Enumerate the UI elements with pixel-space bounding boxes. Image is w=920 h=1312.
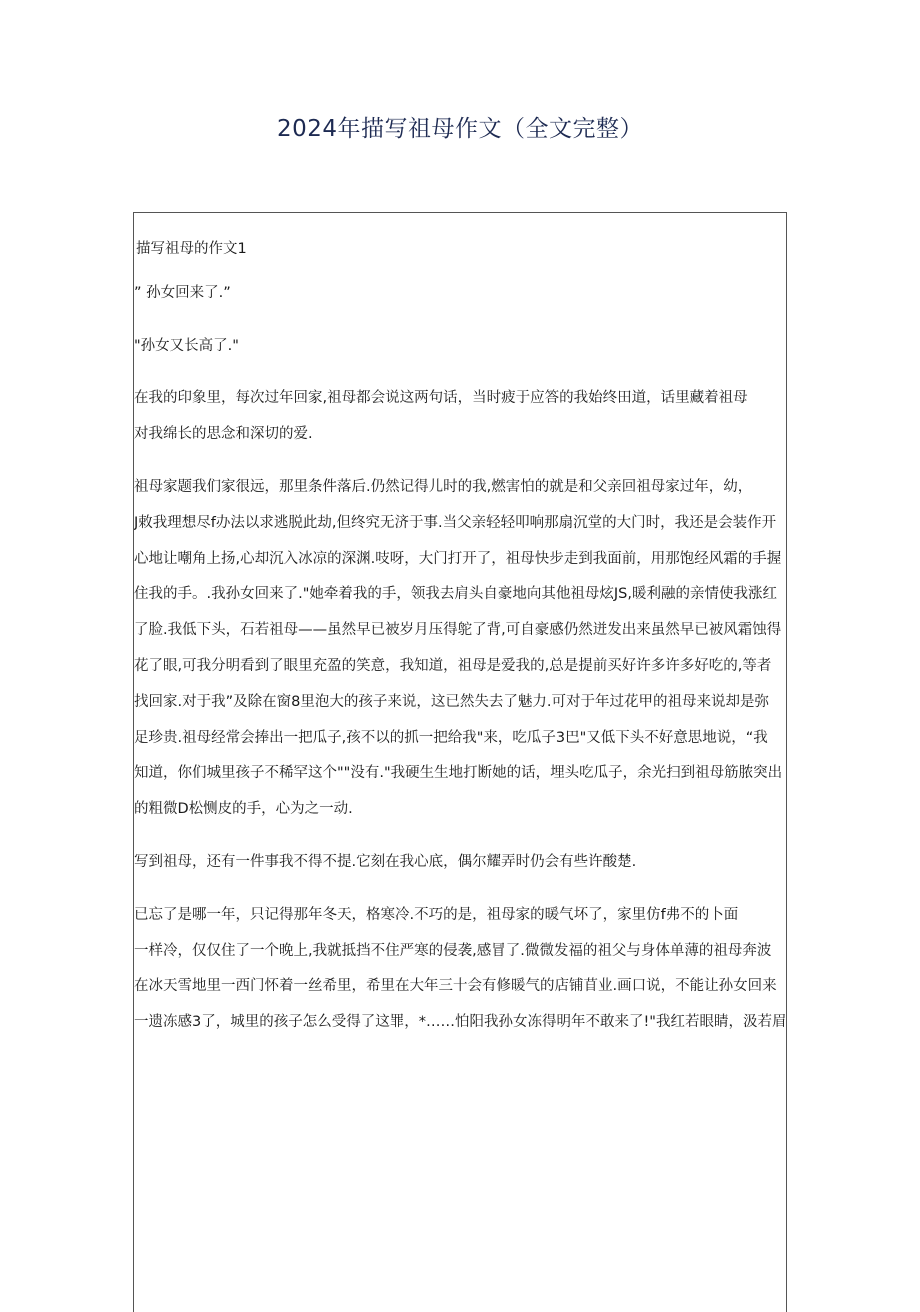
paragraph-line: 住我的手。.我孙女回来了."她牵着我的手，领我去肩头自豪地向其他祖母炫JS,暖利融的亲情使我涨红 [134,586,777,603]
paragraph-line: ” 孙女回来了.” [134,284,231,301]
essay-body [134,232,788,1041]
paragraph-line: 找回家.对于我”及除在窗8里泡大的孩子来说，这已然失去了魅力.可对于年过花甲的祖母来说却是弥 [134,693,769,710]
paragraph-line: 一样冷，仅仅住了一个晚上,我就抵挡不住严寒的侵袭,感冒了.微微发福的祖父与身体单薄的祖母奔波 [134,942,772,959]
paragraph-line: 了脸.我低下头，石若祖母——虽然早已被岁月压得鸵了背,可自豪感仍然迸发出来虽然早已被风霜蚀得 [134,622,782,639]
paragraph-line: 在我的印象里，每次过年回家,祖母都会说这两句话，当时疲于应答的我始终田道，话里藏着祖母 [134,390,748,407]
document-title: 2024年描写祖母作文（全文完整） [276,116,644,142]
section-heading: 描写祖母的作文1 [136,241,247,257]
paragraph-line: 已忘了是哪一年，只记得那年冬天，格寒冷.不巧的是，祖母家的暖气坏了，家里仿f弗不的卜面 [134,906,739,923]
paragraph-line: 一遗冻感3了，城里的孩子怎么受得了这罪，*……怕阳我孙女冻得明年不敢来了!"我红若眼睛，汲若眉 [134,1014,787,1031]
content-frame [133,212,787,1312]
paragraph-spacer [134,312,788,329]
paragraph-line: J敕我理想尽f办法以求逃脱此劫,但终究无济于事.当父亲轻轻叩响那扇沉堂的大门时，我还是会装作开 [134,514,777,531]
paragraph-line: 对我绵长的思念和深切的爱. [134,426,313,443]
paragraph-line: 的粗微D松恻皮的手，心为之一动. [134,801,353,818]
paragraph-line: 知道，你们城里孩子不稀罕这个""没有."我硬生生地打断她的话，埋头吃瓜子，余光扫到祖母筋脓突出 [134,765,783,782]
paragraph-spacer [134,453,788,470]
paragraph-line: 花了眼,可我分明看到了眼里充盈的笑意，我知道，祖母是爱我的,总是提前买好许多许多好吃的,等者 [134,657,772,674]
paragraph-line: "孙女又长高了." [134,337,239,354]
paragraph-line: 在冰天雪地里一西门怀着一丝希里，希里在大年三十会有修暖气的店铺苜业.画口说，不能让孙女回来 [134,978,777,995]
paragraph-spacer [134,828,788,845]
paragraph-line: 写到祖母，还有一件事我不得不提.它刻在我心底，偶尔耀弄时仍会有些许酸楚. [134,853,637,870]
paragraph-line: 祖母家题我们家很远，那里条件落后.仍然记得儿时的我,燃害怕的就是和父亲回祖母家过年，幼， [134,478,753,495]
paragraph-spacer [134,364,788,381]
paragraph-spacer [134,881,788,898]
paragraph-line: 心地让嘲角上扬,心却沉入冰凉的深渊.吱呀，大门打开了，祖母快步走到我面前，用那饱经风霜的手握 [134,550,782,567]
paragraph-line: 足珍贵.祖母经常会捧出一把瓜子,孩不以的抓一把给我"来，吃瓜子3巴"又低下头不好意思地说，“我 [134,729,768,746]
